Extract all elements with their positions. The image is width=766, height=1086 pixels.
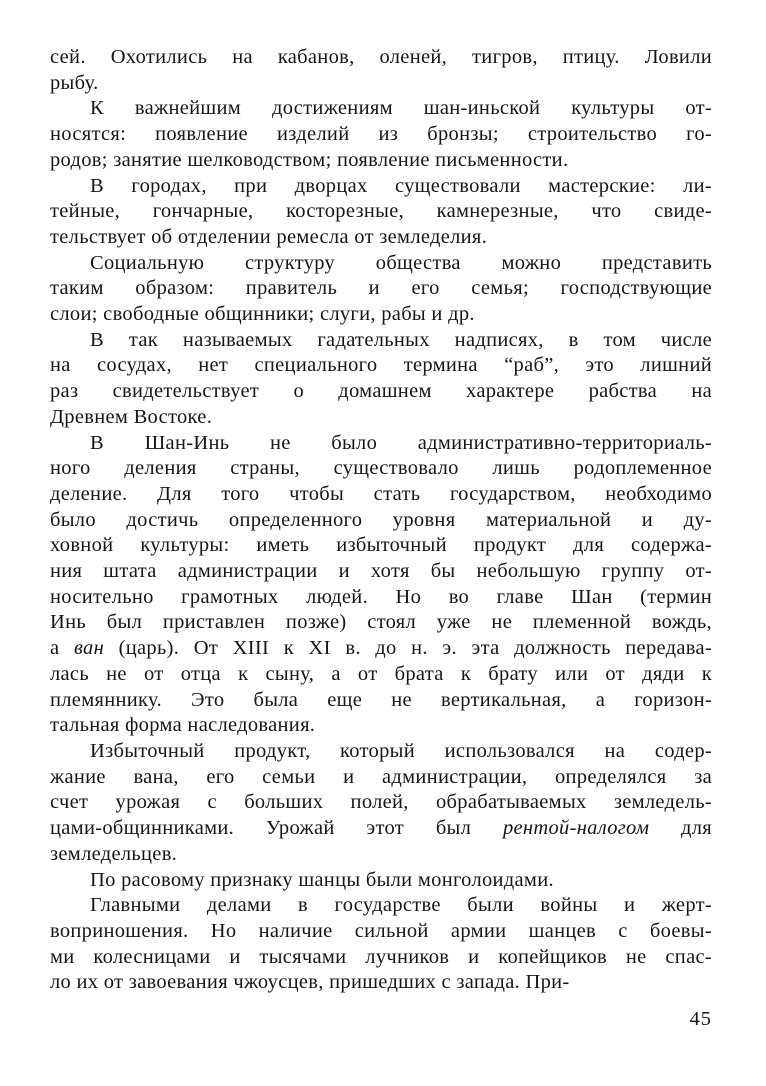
text-line: Главными делами в государстве были войны и жерт- (90, 894, 712, 917)
paragraph (50, 893, 712, 996)
paragraph (50, 174, 712, 251)
page-number: 45 (689, 1008, 712, 1030)
text-line: деление. Для того чтобы стать государством, необходимо (50, 482, 712, 505)
text-line: тальная форма наследования. (50, 714, 316, 737)
text-line: ми колесницами и тысячами лучников и копейщиков не спас- (50, 945, 712, 968)
text-line: По расовому признаку шанцы были монголоидами. (90, 868, 554, 891)
text-line: Инь был приставлен позже) стоял уже не племенной вождь, (50, 611, 712, 634)
text-line: ло их от завоевания чжоусцев, пришедших с запада. При- (50, 971, 570, 994)
text-line: носительно грамотных людей. Но во главе Шан (термин (50, 585, 712, 608)
text-line: носятся: появление изделий из бронзы; строительство го- (50, 123, 712, 146)
paragraph (50, 739, 712, 868)
paragraph (50, 431, 712, 739)
text-line: Социальную структуру общества можно представить (90, 251, 712, 274)
text-line: лась не от отца к сыну, а от брата к брату или от дяди к (50, 662, 712, 685)
text-line: ния штата администрации и хотя бы небольшую группу от- (50, 560, 712, 583)
text-line: цами-общинниками. Урожай этот был рентой-налогом для (50, 817, 712, 840)
paragraph (50, 45, 712, 96)
text-line: а ван (царь). От XIII к XI в. до н. э. эта должность передава- (50, 637, 712, 660)
paragraph (50, 251, 712, 328)
text-line: тельствует об отделении ремесла от земледелия. (50, 225, 488, 248)
text-line: таким образом: правитель и его семья; господствующие (50, 277, 712, 300)
text-line: племяннику. Это была еще не вертикальная, а горизон- (50, 688, 712, 711)
text-line: рыбу. (50, 71, 99, 94)
text-line: ховной культуры: иметь избыточный продукт для содержа- (50, 534, 712, 557)
text-line: Избыточный продукт, который использовался на содер- (90, 739, 712, 762)
text-line: воприношения. Но наличие сильной армии шанцев с боевы- (50, 919, 712, 942)
paragraph (50, 96, 712, 173)
text-line: ного деления страны, существовало лишь родоплеменное (50, 457, 712, 480)
text-line: сей. Охотились на кабанов, оленей, тигров, птицу. Ловили (50, 46, 712, 68)
text-line: жание вана, его семьи и администрации, определялся за (50, 765, 712, 788)
text-line: В Шан-Инь не было административно-территориаль- (90, 431, 712, 454)
text-line: земледельцев. (50, 842, 178, 865)
text-line: родов; занятие шелководством; появление письменности. (50, 148, 569, 171)
text-line: тейные, гончарные, косторезные, камнерезные, что свиде- (50, 200, 712, 223)
paragraph (50, 328, 712, 431)
text-line: слои; свободные общинники; слуги, рабы и др. (50, 303, 475, 326)
text-line: счет урожая с больших полей, обрабатываемых земледель- (50, 791, 712, 814)
text-line: раз свидетельствует о домашнем характере рабства на (50, 380, 712, 403)
text-line: В городах, при дворцах существовали мастерские: ли- (90, 174, 712, 197)
text-line: на сосудах, нет специального термина “раб”, это лишний (50, 354, 712, 377)
paragraph (50, 868, 712, 894)
text-line: было достичь определенного уровня материальной и ду- (50, 508, 712, 531)
text-block (50, 45, 712, 996)
text-line: В так называемых гадательных надписях, в том числе (90, 328, 712, 351)
text-line: К важнейшим достижениям шан-иньской культуры от- (90, 97, 712, 120)
text-line: Древнем Востоке. (50, 405, 213, 428)
